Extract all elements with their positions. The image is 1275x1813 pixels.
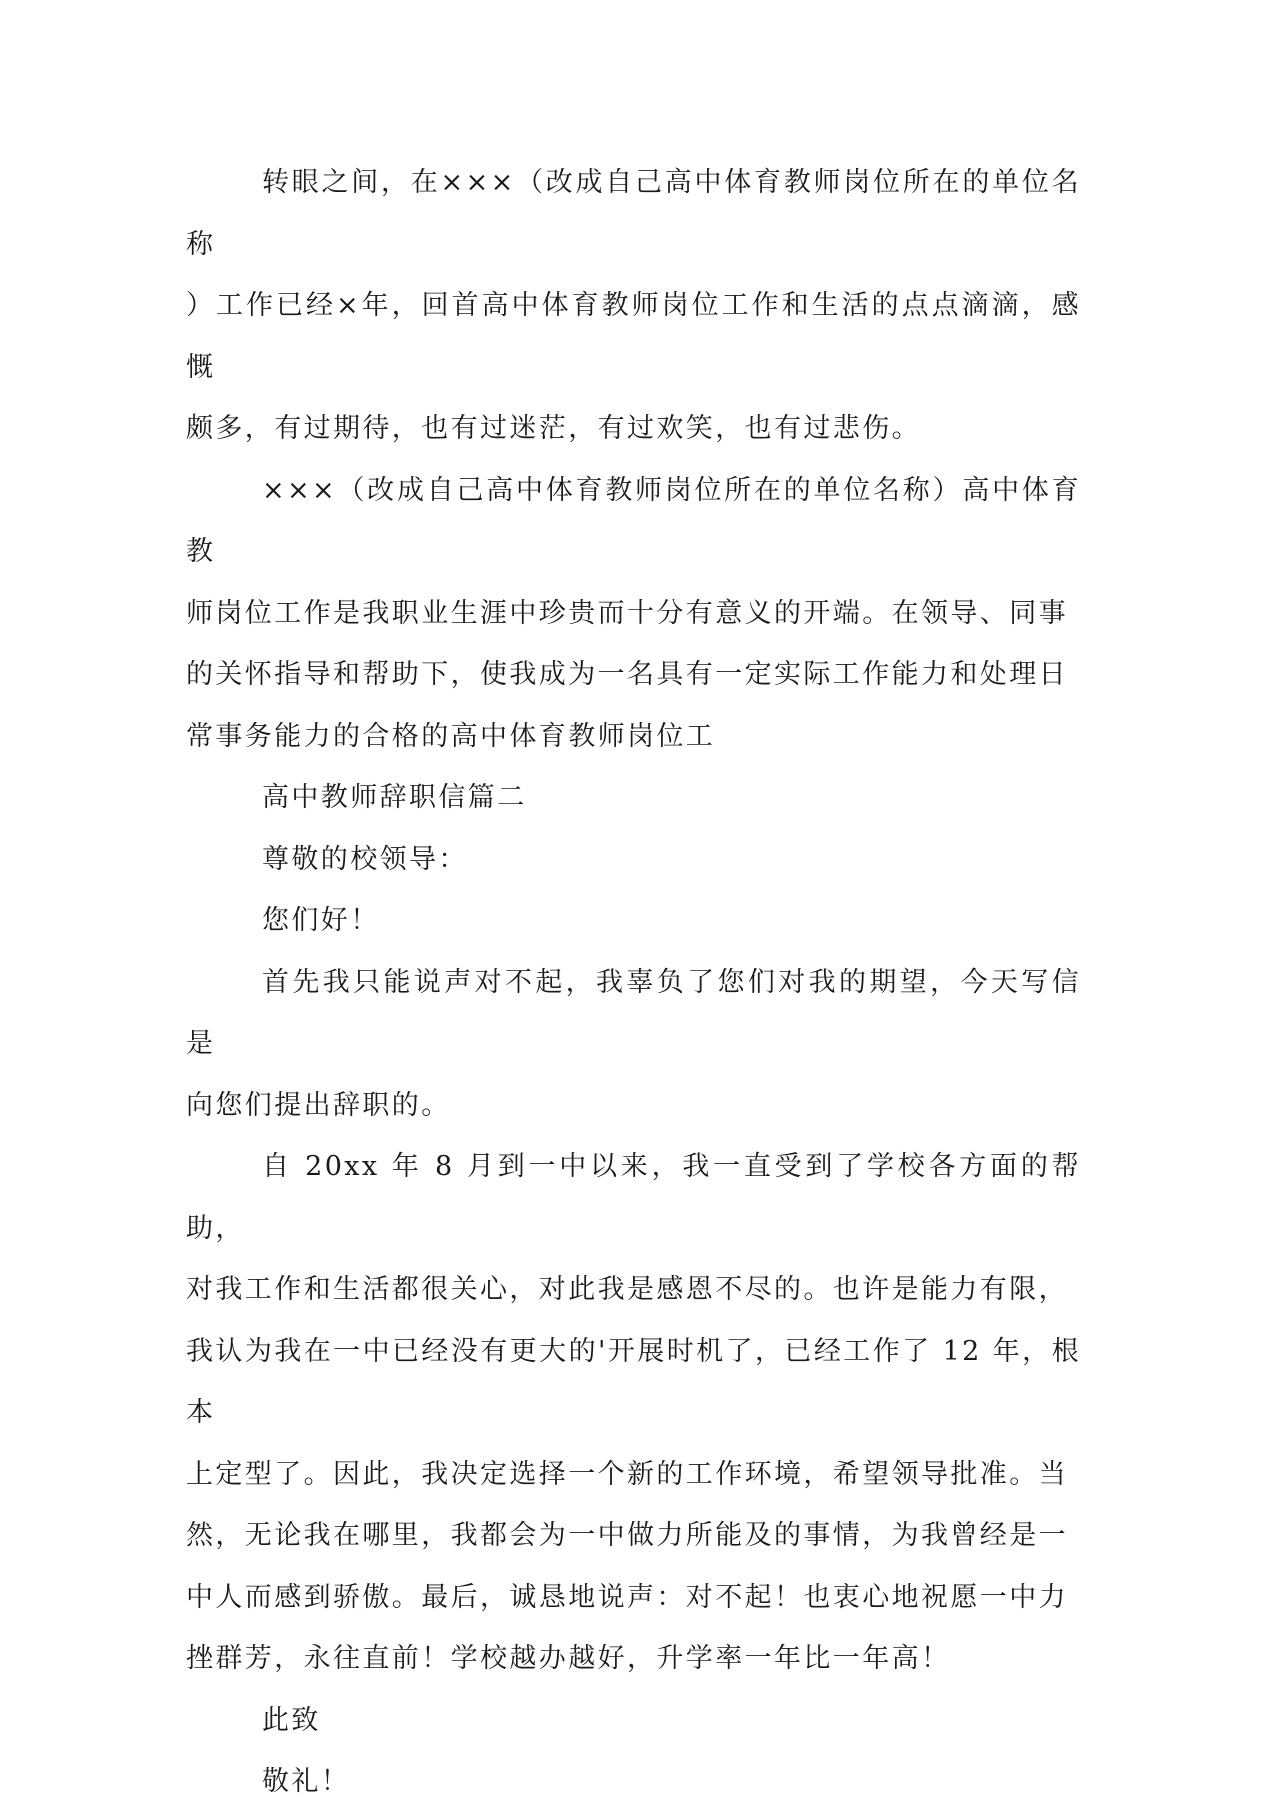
text-line: 向您们提出辞职的。 [186,1089,451,1121]
text-line: 此致 [262,1704,321,1736]
text-line: 首先我只能说声对不起，我辜负了您们对我的期望，今天写信是 [186,966,1081,1059]
text-line: 高中教师辞职信篇二 [262,782,527,813]
text-line: 中人而感到骄傲。最后，诚恳地说声：对不起！也衷心地祝愿一中力 [186,1581,1068,1613]
text-line: 尊敬的校领导： [262,843,468,875]
salutation [186,829,1081,891]
paragraph-workplace [186,460,1081,768]
paragraph-body [186,1136,1081,1690]
text-line: 常事务能力的合格的高中体育教师岗位工 [186,720,716,752]
text-line: 自 20xx 年 8 月到一中以来，我一直受到了学校各方面的帮助， [186,1151,1081,1244]
text-line: 敬礼！ [262,1766,351,1797]
text-line: 挫群芳，永往直前！学校越办越好，升学率一年比一年高！ [186,1643,951,1674]
text-line: 颇多，有过期待，也有过迷茫，有过欢笑，也有过悲伤。 [186,413,921,444]
text-line: 然，无论我在哪里，我都会为一中做力所能及的事情，为我曾经是一 [186,1520,1068,1551]
text-line: 对我工作和生活都很关心，对此我是感恩不尽的。也许是能力有限， [186,1274,1068,1305]
text-line: 的关怀指导和帮助下，使我成为一名具有一定实际工作能力和处理日 [186,659,1068,690]
greeting [186,890,1081,952]
text-line: 转眼之间，在×××（改成自己高中体育教师岗位所在的单位名称 [186,167,1081,260]
paragraph-apology [186,952,1081,1137]
section-heading [186,767,1081,829]
closing-line [186,1690,1081,1752]
text-line: ×××（改成自己高中体育教师岗位所在的单位名称）高中体育教 [186,474,1081,567]
text-line: 我认为我在一中已经没有更大的'开展时机了，已经工作了 12 年，根本 [186,1335,1081,1428]
text-line: 上定型了。因此，我决定选择一个新的工作环境，希望领导批准。当 [186,1458,1068,1490]
text-line: ）工作已经×年，回首高中体育教师岗位工作和生活的点点滴滴，感慨 [186,290,1081,383]
paragraph-intro [186,152,1081,460]
text-line: 师岗位工作是我职业生涯中珍贵而十分有意义的开端。在领导、同事 [186,597,1068,629]
closing-salute [186,1751,1081,1813]
document-page [186,152,1081,1813]
text-line: 您们好！ [262,905,380,936]
